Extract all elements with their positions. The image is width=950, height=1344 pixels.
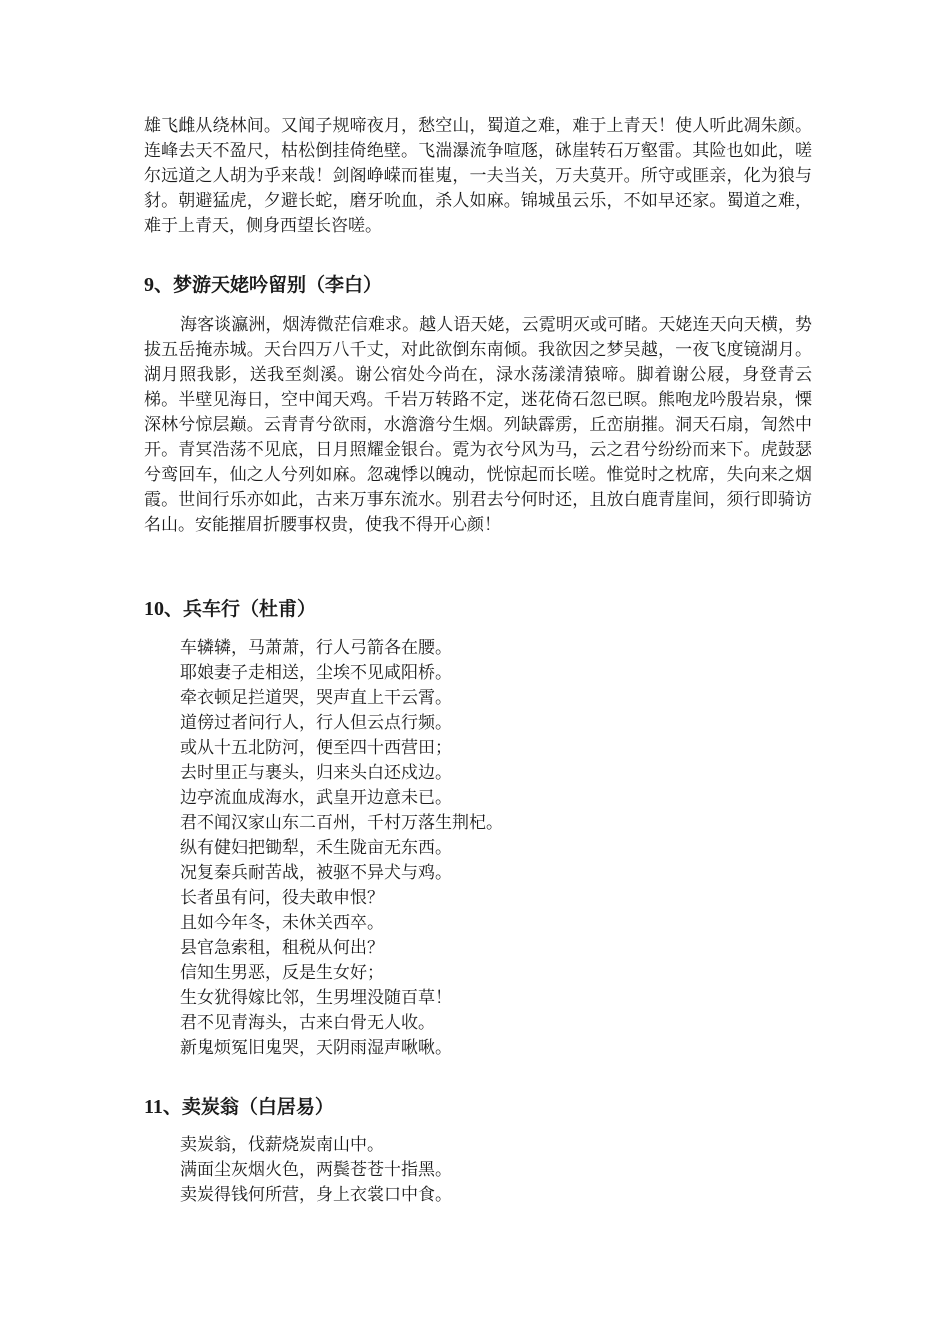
verse-line: 牵衣顿足拦道哭，哭声直上干云霄。 <box>180 688 452 708</box>
verse-line: 且如今年冬，未休关西卒。 <box>180 913 384 933</box>
verse-line: 长者虽有问，役夫敢申恨？ <box>180 888 384 908</box>
poem-11-title: 、卖炭翁（白居易） <box>162 1096 334 1118</box>
poem-10-number: 10 <box>144 598 164 620</box>
verse-line: 或从十五北防河，便至四十西营田； <box>180 738 452 758</box>
verse-line: 新鬼烦冤旧鬼哭，天阴雨湿声啾啾。 <box>180 1038 452 1058</box>
verse-line: 边亭流血成海水，武皇开边意未已。 <box>180 788 452 808</box>
poem-11-heading <box>144 1094 334 1120</box>
verse-line: 去时里正与裹头，归来头白还戍边。 <box>180 763 452 783</box>
verse-line: 君不闻汉家山东二百州，千村万落生荆杞。 <box>180 813 503 833</box>
verse-line: 耶娘妻子走相送，尘埃不见咸阳桥。 <box>180 663 452 683</box>
verse-line: 卖炭翁，伐薪烧炭南山中。 <box>180 1135 384 1155</box>
poem-9-heading <box>144 272 382 298</box>
verse-line: 县官急索租，租税从何出？ <box>180 938 384 958</box>
poem-10-heading <box>144 596 316 622</box>
verse-line: 况复秦兵耐苦战，被驱不异犬与鸡。 <box>180 863 452 883</box>
poem-11-number: 11 <box>144 1096 163 1118</box>
verse-line: 信知生男恶，反是生女好； <box>180 963 384 983</box>
verse-line: 君不见青海头，古来白骨无人收。 <box>180 1013 435 1033</box>
verse-line: 生女犹得嫁比邻，生男埋没随百草！ <box>180 988 452 1008</box>
verse-line: 车辚辚，马萧萧，行人弓箭各在腰。 <box>180 638 452 658</box>
poem-9-title: 、梦游天姥吟留别（李白） <box>154 274 383 296</box>
verse-line: 卖炭得钱何所营，身上衣裳口中食。 <box>180 1185 452 1205</box>
poem-11-verse <box>180 1133 820 1208</box>
poem-8-tail-paragraph: 雄飞雌从绕林间。又闻子规啼夜月，愁空山，蜀道之难，难于上青天！使人听此凋朱颜。连峰去天不盈尺，枯松倒挂倚绝壁。飞湍瀑流争喧豗，砯崖转石万壑雷。其险也如此，嗟尔远道之人胡为乎来哉！剑阁峥嵘而崔嵬，一夫当关，万夫莫开。所守或匪亲，化为狼与豺。朝避猛虎，夕避长蛇，磨牙吮血，杀人如麻。锦城虽云乐，不如早还家。蜀道之难，难于上青天，侧身西望长咨嗟。 <box>144 116 812 236</box>
poem-9-paragraph: 海客谈瀛洲，烟涛微茫信难求。越人语天姥，云霓明灭或可睹。天姥连天向天横，势拔五岳掩赤城。天台四万八千丈，对此欲倒东南倾。我欲因之梦吴越，一夜飞度镜湖月。湖月照我影，送我至剡溪。谢公宿处今尚在，渌水荡漾清猿啼。脚着谢公屐，身登青云梯。半壁见海日，空中闻天鸡。千岩万转路不定，迷花倚石忽已暝。熊咆龙吟殷岩泉，慄深林兮惊层巅。云青青兮欲雨，水澹澹兮生烟。列缺霹雳，丘峦崩摧。洞天石扇，訇然中开。青冥浩荡不见底，日月照耀金银台。霓为衣兮风为马，云之君兮纷纷而来下。虎鼓瑟兮鸾回车，仙之人兮列如麻。忽魂悸以魄动，恍惊起而长嗟。惟觉时之枕席，失向来之烟霞。世间行乐亦如此，古来万事东流水。别君去兮何时还，且放白鹿青崖间，须行即骑访名山。安能摧眉折腰事权贵，使我不得开心颜！ <box>144 315 812 535</box>
verse-line: 满面尘灰烟火色，两鬓苍苍十指黑。 <box>180 1160 452 1180</box>
poem-10-title: 、兵车行（杜甫） <box>164 598 317 620</box>
poem-9-number: 9 <box>144 274 154 296</box>
verse-line: 道傍过者问行人，行人但云点行频。 <box>180 713 452 733</box>
verse-line: 纵有健妇把锄犁，禾生陇亩无东西。 <box>180 838 452 858</box>
poem-10-verse <box>180 636 820 1061</box>
